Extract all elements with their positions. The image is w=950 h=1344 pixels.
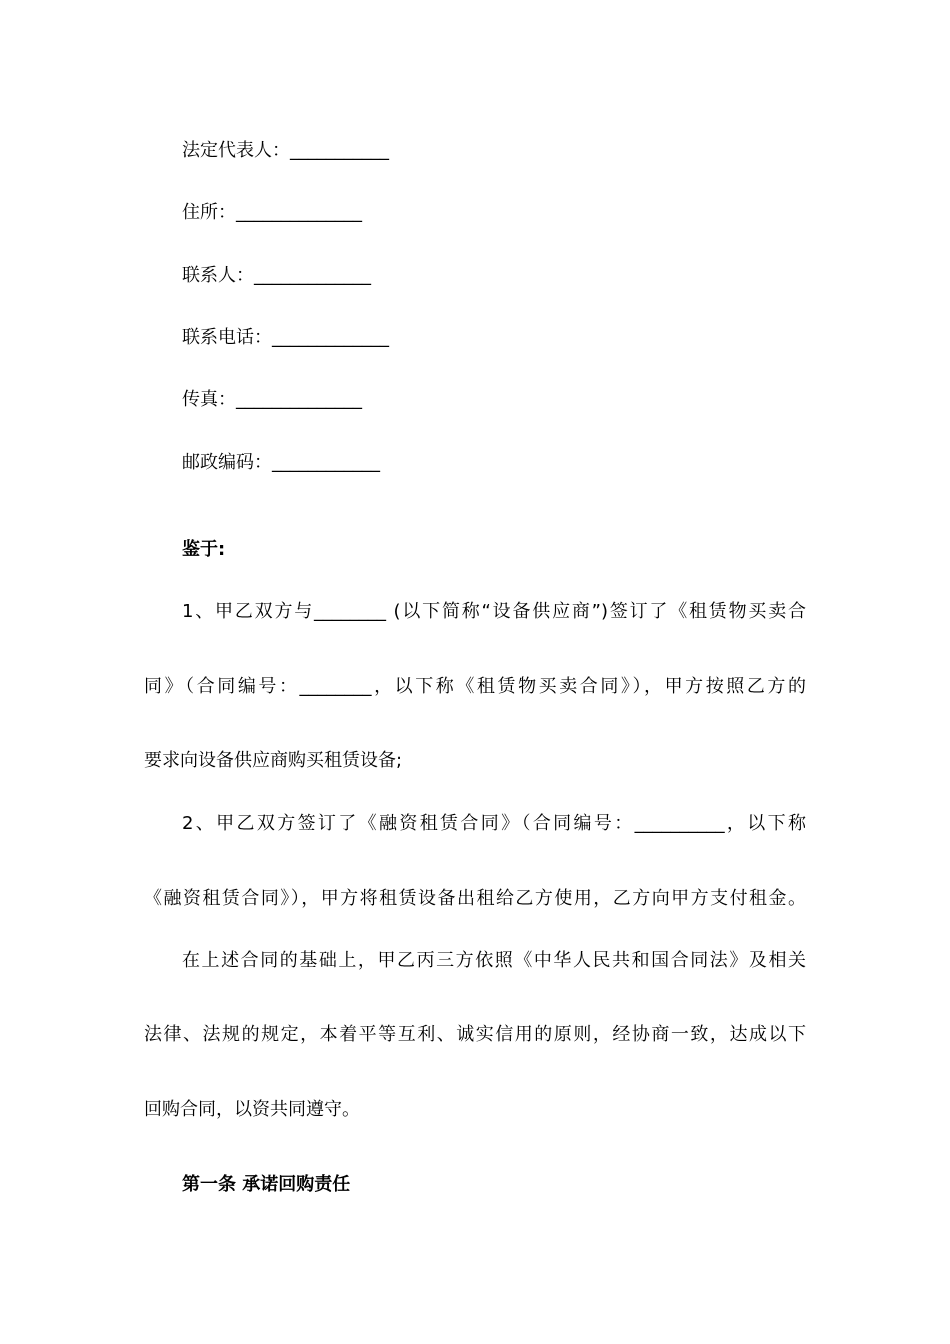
contact-phone-field: 联系电话：_____________ [182, 327, 389, 348]
fax-field: 传真：______________ [182, 389, 362, 410]
whereas-item2-line1: 2、甲乙双方签订了《融资租赁合同》（合同编号：__________，以下称 [182, 813, 806, 834]
whereas-item2-line2: 《融资租赁合同》），甲方将租赁设备出租给乙方使用，乙方向甲方支付租金。 [144, 888, 806, 909]
whereas-heading: 鉴于: [182, 539, 226, 560]
legal-representative-field: 法定代表人：___________ [182, 140, 389, 161]
basis-line3: 回购合同，以资共同遵守。 [144, 1099, 360, 1120]
postal-code-field: 邮政编码：____________ [182, 452, 380, 473]
contact-person-field: 联系人：_____________ [182, 265, 371, 286]
whereas-item1-line3: 要求向设备供应商购买租赁设备; [144, 750, 403, 771]
whereas-item1-line2: 同》（合同编号：________，以下称《租赁物买卖合同》），甲方按照乙方的 [144, 676, 806, 697]
basis-line1: 在上述合同的基础上，甲乙丙三方依照《中华人民共和国合同法》及相关 [182, 950, 806, 971]
address-field: 住所：______________ [182, 202, 362, 223]
whereas-item1-line1: 1、甲乙双方与________ (以下简称“设备供应商”)签订了《租赁物买卖合 [182, 601, 806, 622]
article1-heading: 第一条 承诺回购责任 [182, 1174, 351, 1195]
basis-line2: 法律、法规的规定，本着平等互利、诚实信用的原则，经协商一致，达成以下 [144, 1024, 806, 1045]
